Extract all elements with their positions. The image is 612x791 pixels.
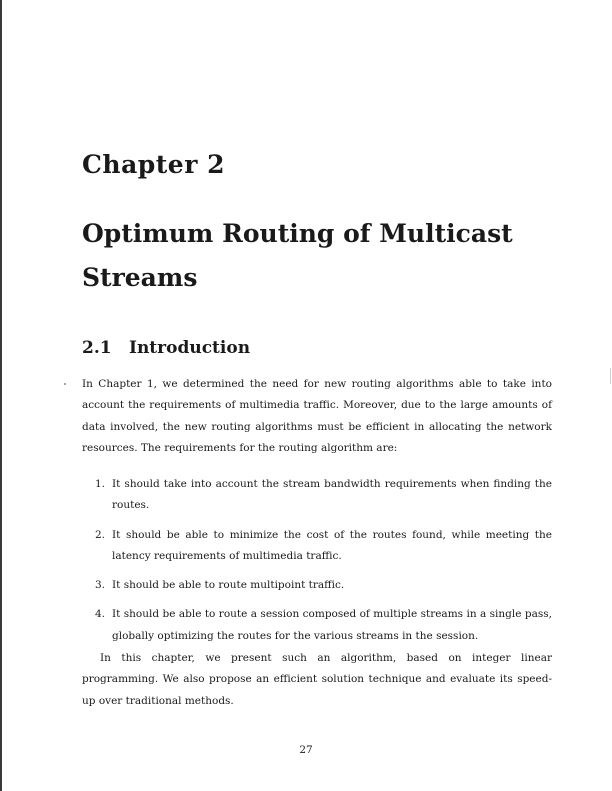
page-left-edge [0, 0, 2, 791]
section-heading [82, 338, 250, 358]
page-number: 27 [299, 744, 313, 756]
list-item-number: 1. [95, 478, 106, 490]
section-number: 2.1 [82, 338, 112, 358]
list-item [82, 474, 552, 517]
list-item-number: 2. [95, 528, 106, 541]
section-title: Introduction [129, 338, 251, 358]
list-item-text: It should be able to route multipoint traffic. [112, 579, 345, 592]
list-item [82, 525, 552, 568]
list-item-text: It should be able to route a session composed of multiple streams in a single pass, globally optimizing the routes for the various streams in the session. [112, 608, 552, 642]
list-item [82, 575, 552, 596]
requirements-list [82, 474, 552, 655]
closing-paragraph: In this chapter, we present such an algorithm, based on integer linear programming. We also propose an efficient solution technique and evaluate its speed-up over traditional methods. [82, 652, 552, 707]
list-item-number: 4. [95, 608, 106, 621]
list-item-text: It should take into account the stream bandwidth requirements when finding the routes. [112, 478, 552, 512]
scan-speck [64, 383, 66, 385]
chapter-title: Optimum Routing of Multicast Streams [82, 219, 513, 292]
list-item [82, 604, 552, 647]
page-right-edge-mark [610, 368, 611, 384]
intro-paragraph: In Chapter 1, we determined the need for new routing algorithms able to take into account the requirements of multimedia traffic. Moreover, due to the large amounts of data involved, the new routing algorithms must be efficient in allocating the network resources. The requirements for the routing algorithm are: [82, 378, 552, 454]
chapter-label: Chapter 2 [82, 150, 225, 179]
list-item-number: 3. [95, 579, 106, 592]
list-item-text: It should be able to minimize the cost of the routes found, while meeting the latency requirements of multimedia traffic. [112, 528, 552, 562]
